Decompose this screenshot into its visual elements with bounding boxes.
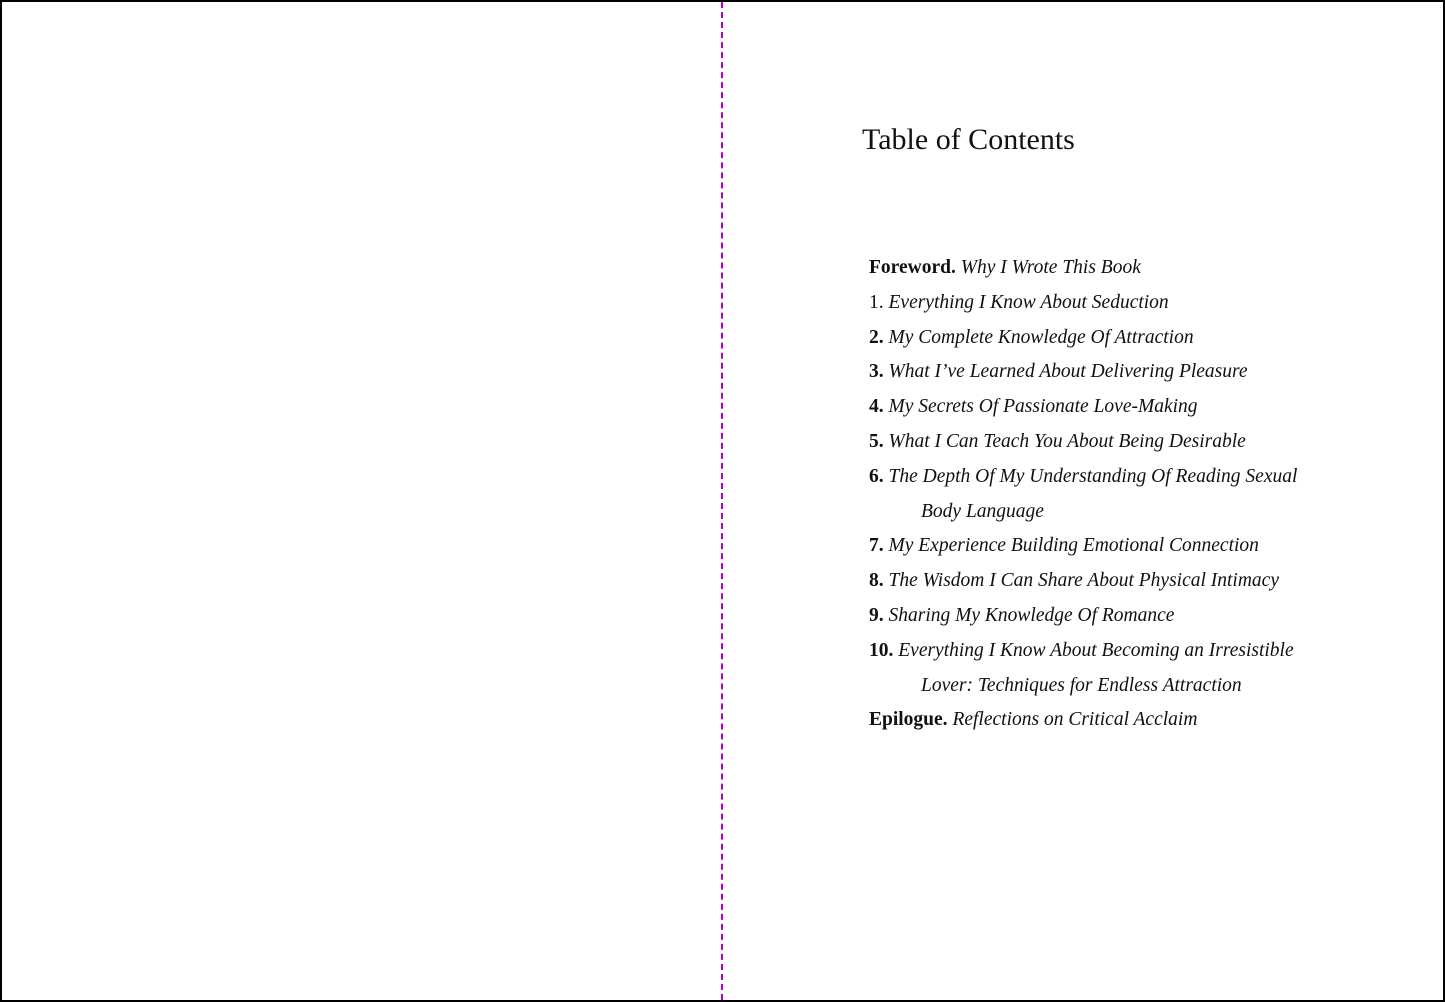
- toc-entry-title: What I’ve Learned About Delivering Pleasure: [888, 361, 1248, 383]
- toc-entry-title: Sharing My Knowledge Of Romance: [888, 604, 1175, 626]
- toc-entry-chapter-7: [869, 529, 1369, 564]
- toc-entry-title: Everything I Know About Seduction: [888, 291, 1169, 313]
- toc-entry-chapter-4: [869, 390, 1369, 425]
- toc-entry-label: 7.: [869, 535, 884, 557]
- toc-entry-chapter-5: [869, 425, 1369, 460]
- toc-entry-label: Foreword.: [869, 257, 956, 278]
- toc-entry-label: 3.: [869, 361, 884, 383]
- right-page: [724, 2, 1443, 1000]
- toc-entry-title: My Secrets Of Passionate Love-Making: [888, 396, 1198, 418]
- toc-entry-label: 6.: [869, 465, 884, 487]
- page-gutter-divider: [721, 2, 723, 1000]
- toc-entry-label: 8.: [869, 570, 884, 592]
- toc-entry-label: 9.: [869, 604, 884, 626]
- toc-entry-title: The Depth Of My Understanding Of Reading Sexual: [888, 465, 1298, 487]
- toc-entry-title-continued: Lover: Techniques for Endless Attraction: [921, 674, 1242, 696]
- toc-entry-title: Everything I Know About Becoming an Irresistible: [898, 639, 1294, 661]
- toc-entry-chapter-10-continued: [869, 669, 1369, 704]
- toc-entry-chapter-1: [869, 286, 1369, 321]
- toc-entry-chapter-8: [869, 564, 1369, 599]
- toc-entry-label: 5.: [869, 430, 884, 452]
- toc-entry-label: 4.: [869, 396, 884, 418]
- toc-entry-title: Reflections on Critical Acclaim: [952, 709, 1198, 731]
- toc-entry-title: My Complete Knowledge Of Attraction: [888, 326, 1194, 348]
- toc-entry-foreword: [869, 251, 1369, 286]
- toc-entry-title: Why I Wrote This Book: [960, 257, 1141, 278]
- toc-entry-chapter-3: [869, 355, 1369, 390]
- toc-entry-epilogue: [869, 703, 1369, 738]
- toc-entry-title: The Wisdom I Can Share About Physical Intimacy: [888, 570, 1279, 592]
- toc-entry-chapter-9: [869, 599, 1369, 634]
- toc-entry-title-continued: Body Language: [921, 500, 1044, 522]
- toc-entry-chapter-6-continued: [869, 495, 1369, 530]
- toc-list: [869, 251, 1369, 738]
- toc-entry-title: What I Can Teach You About Being Desirable: [888, 430, 1246, 452]
- toc-entry-chapter-10: [869, 634, 1369, 669]
- toc-entry-title: My Experience Building Emotional Connection: [888, 535, 1259, 557]
- left-page-blank: [2, 2, 722, 1000]
- toc-entry-chapter-2: [869, 321, 1369, 356]
- toc-entry-label: 10.: [869, 639, 894, 661]
- toc-entry-label: 2.: [869, 326, 884, 348]
- toc-heading: Table of Contents: [862, 123, 1075, 156]
- toc-entry-chapter-6: [869, 460, 1369, 495]
- toc-entry-label: Epilogue.: [869, 709, 948, 731]
- toc-entry-label: 1.: [869, 291, 884, 313]
